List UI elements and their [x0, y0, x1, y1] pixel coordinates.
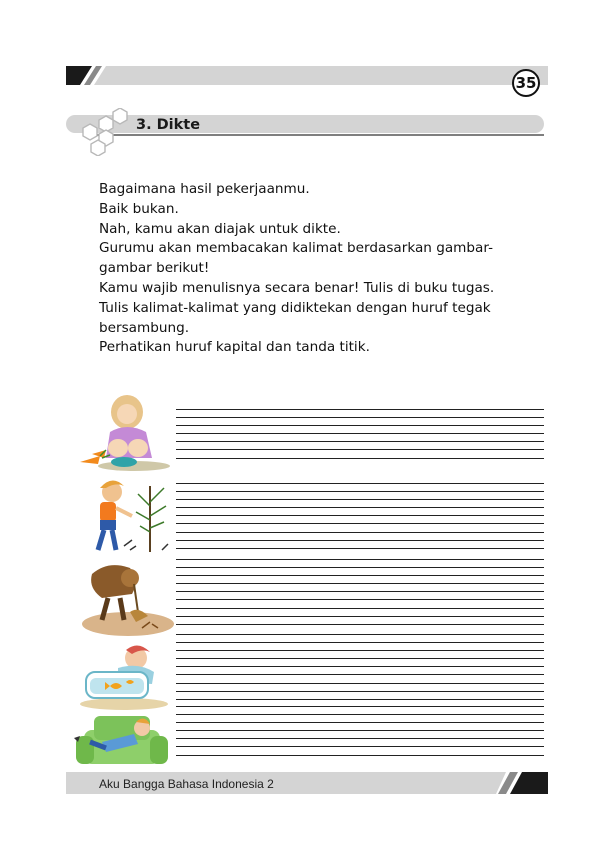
writing-lines-group-5 — [176, 706, 544, 763]
child-feeding-fish-illustration-icon — [72, 642, 177, 712]
instruction-line: Kamu wajib menulisnya secara benar! Tulis di buku tugas. — [99, 279, 495, 296]
section-title: 3. Dikte — [136, 117, 201, 133]
instructions — [99, 180, 539, 358]
child-sweeping-illustration-icon — [72, 558, 177, 638]
instruction-line: Gurumu akan membacakan kalimat berdasarkan gambar- — [99, 240, 493, 257]
header-bar — [66, 66, 548, 85]
instruction-line: Tulis kalimat-kalimat yang didiktekan dengan huruf tegak — [99, 299, 491, 316]
writing-lines-group-3 — [176, 559, 544, 632]
writing-lines-group-1 — [176, 409, 544, 466]
instruction-line: Baik bukan. — [99, 200, 179, 217]
instruction-line: Bagaimana hasil pekerjaanmu. — [99, 181, 310, 197]
instruction-line: Nah, kamu akan diajak untuk dikte. — [99, 220, 341, 237]
page-number: 35 — [512, 69, 540, 97]
instruction-line: gambar berikut! — [99, 260, 210, 277]
instruction-line: Perhatikan huruf kapital dan tanda titik. — [99, 339, 370, 356]
instruction-line: bersambung. — [99, 319, 190, 336]
writing-lines-group-2 — [176, 483, 544, 556]
boy-watering-tree-illustration-icon — [72, 476, 177, 556]
child-on-sofa-illustration-icon — [72, 712, 177, 770]
writing-lines-group-4 — [176, 634, 544, 707]
girl-planting-illustration-icon — [72, 392, 177, 472]
footer-book-title: Aku Bangga Bahasa Indonesia 2 — [99, 777, 274, 791]
